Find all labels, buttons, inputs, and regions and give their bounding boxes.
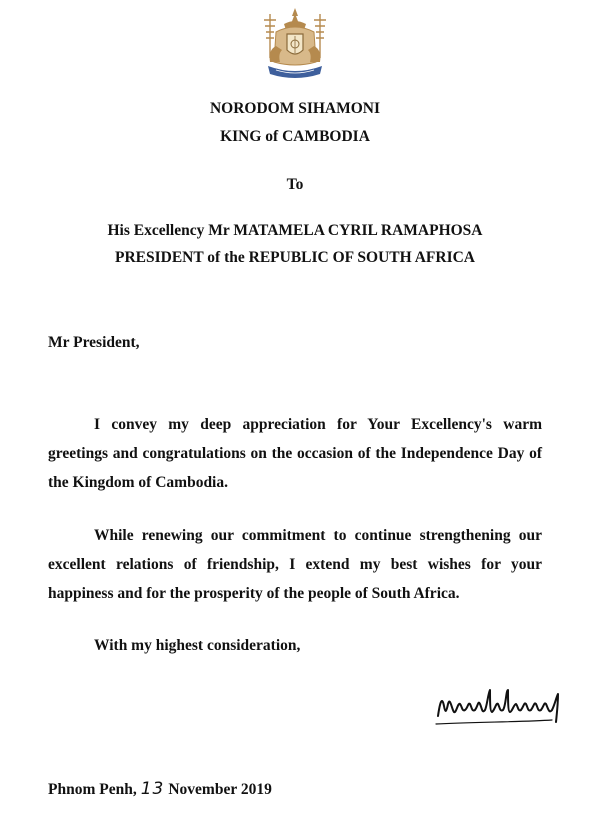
recipient-title: PRESIDENT of the REPUBLIC OF SOUTH AFRICA <box>115 249 475 266</box>
place: Phnom Penh, <box>48 781 137 798</box>
handwritten-day: 13 <box>140 779 165 799</box>
recipient-name: His Excellency Mr MATAMELA CYRIL RAMAPHOSA <box>107 222 483 239</box>
sender-title: KING of CAMBODIA <box>220 128 370 145</box>
body-paragraph-1: I convey my deep appreciation for Your Excellency's warm greetings and congratulations on the occasion of the Independence Day of the Kingdom of Cambodia. <box>48 416 542 491</box>
closing-line: With my highest consideration, <box>94 637 301 654</box>
body-paragraph-2: While renewing our commitment to continue strengthening our excellent relations of friendship, I extend my best wishes for your happiness and for the prosperity of the people of South Africa. <box>48 527 542 602</box>
handwritten-signature <box>432 682 566 730</box>
sender-name: NORODOM SIHAMONI <box>209 100 381 117</box>
addressee-prefix: To <box>286 176 304 193</box>
place-date-line <box>48 779 272 799</box>
month-year: November 2019 <box>168 781 272 798</box>
royal-crest-icon <box>254 6 336 86</box>
salutation: Mr President, <box>48 334 140 351</box>
